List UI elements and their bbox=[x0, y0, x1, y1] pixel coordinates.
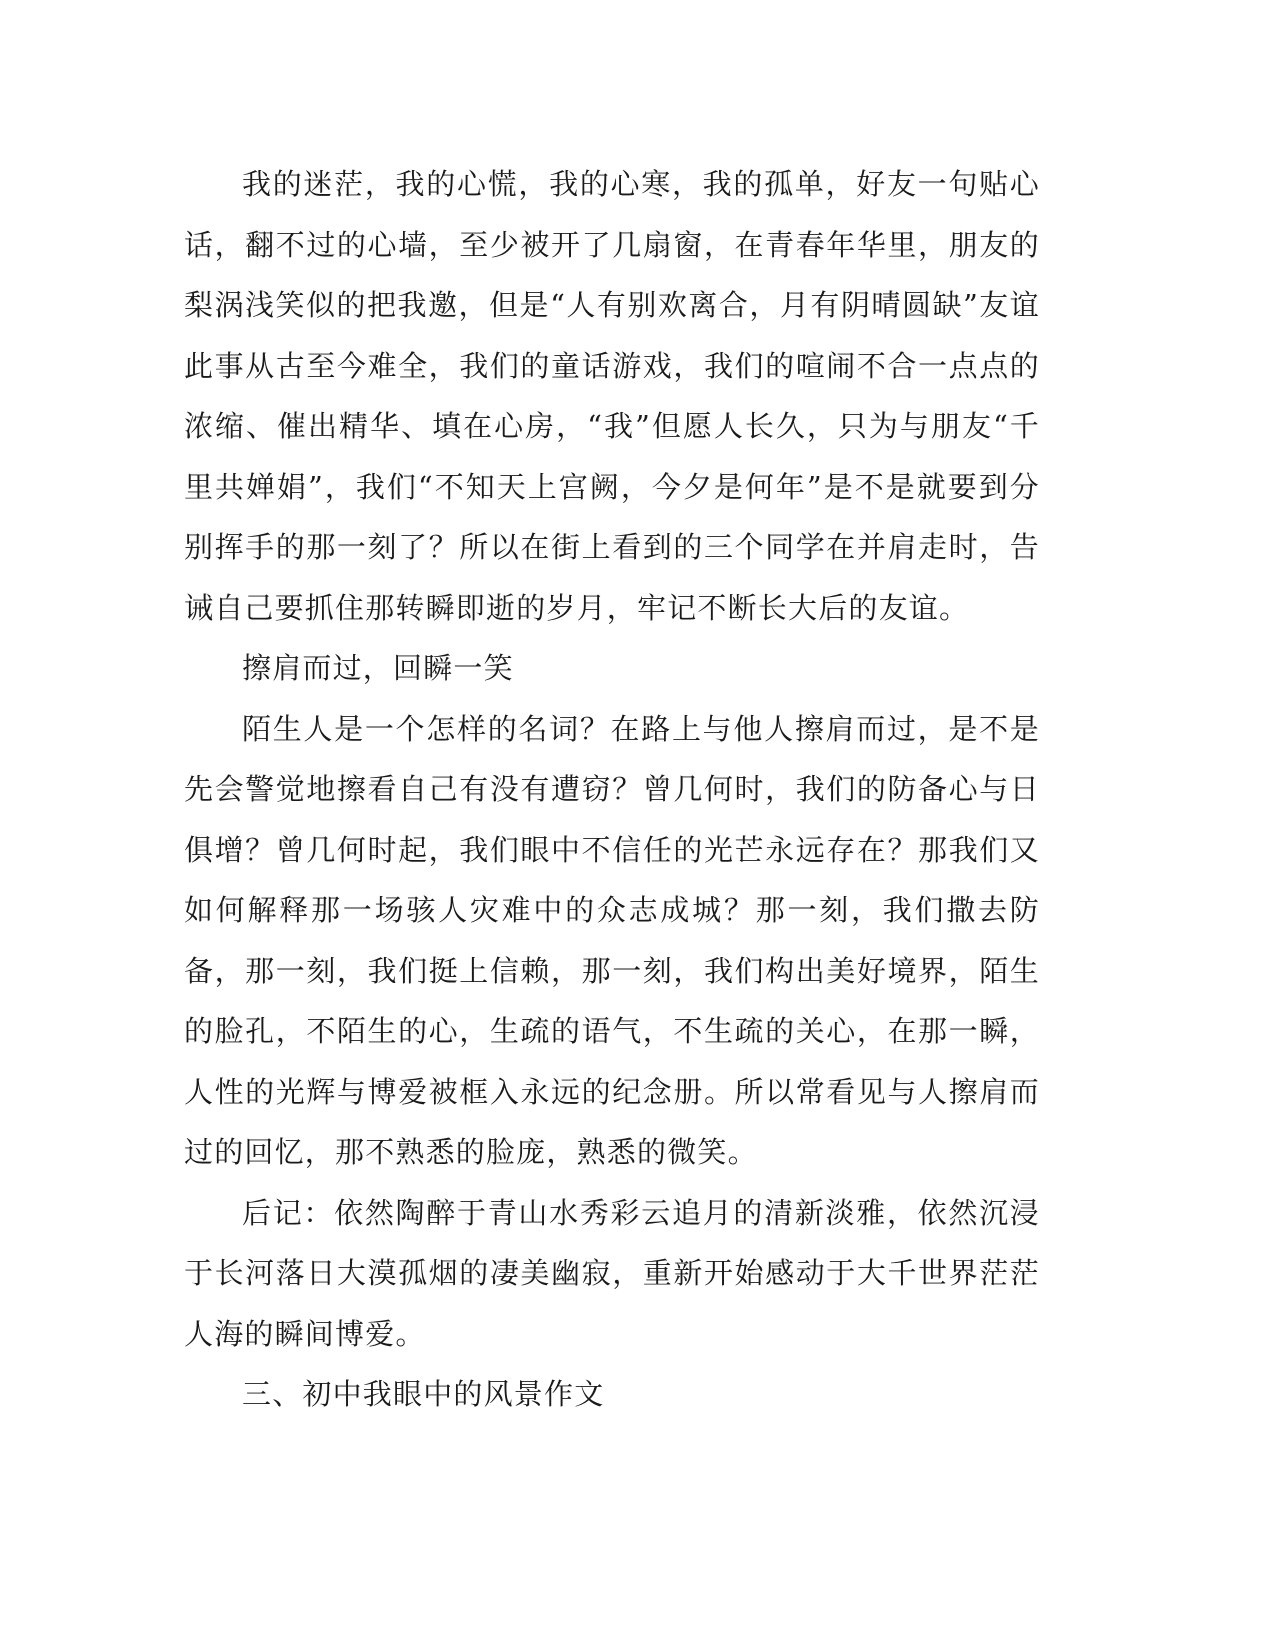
paragraph-friendship: 我的迷茫，我的心慌，我的心寒，我的孤单，好友一句贴心话，翻不过的心墙，至少被开了几扇窗，在青春年华里，朋友的梨涡浅笑似的把我邀，但是“人有别欢离合，月有阴晴圆缺”友谊此事从古至今难全，我们的童话游戏，我们的喧闹不合一点点的浓缩、催出精华、填在心房，“我”但愿人长久，只为与朋友“千里共婵娟”，我们“不知天上宫阙，今夕是何年”是不是就要到分别挥手的那一刻了？所以在街上看到的三个同学在并肩走时，告诫自己要抓住那转瞬即逝的岁月，牢记不断长大后的友谊。 bbox=[184, 167, 1040, 625]
section-heading-passing-by: 擦肩而过，回瞬一笑 bbox=[242, 651, 514, 685]
section-heading-essay-title: 三、初中我眼中的风景作文 bbox=[242, 1377, 605, 1411]
paragraph-afterword: 后记：依然陶醉于青山水秀彩云追月的清新淡雅，依然沉浸于长河落日大漠孤烟的凄美幽寂，重新开始感动于大千世界茫茫人海的瞬间博爱。 bbox=[184, 1195, 1040, 1351]
document-page bbox=[184, 154, 1040, 1425]
paragraph-strangers: 陌生人是一个怎样的名词？在路上与他人擦肩而过，是不是先会警觉地擦看自己有没有遭窃？曾几何时，我们的防备心与日俱增？曾几何时起，我们眼中不信任的光芒永远存在？那我们又如何解释那一场骇人灾难中的众志成城？那一刻，我们撒去防备，那一刻，我们挺上信赖，那一刻，我们构出美好境界，陌生的脸孔，不陌生的心，生疏的语气，不生疏的关心，在那一瞬，人性的光辉与博爱被框入永远的纪念册。所以常看见与人擦肩而过的回忆，那不熟悉的脸庞，熟悉的微笑。 bbox=[184, 711, 1040, 1169]
